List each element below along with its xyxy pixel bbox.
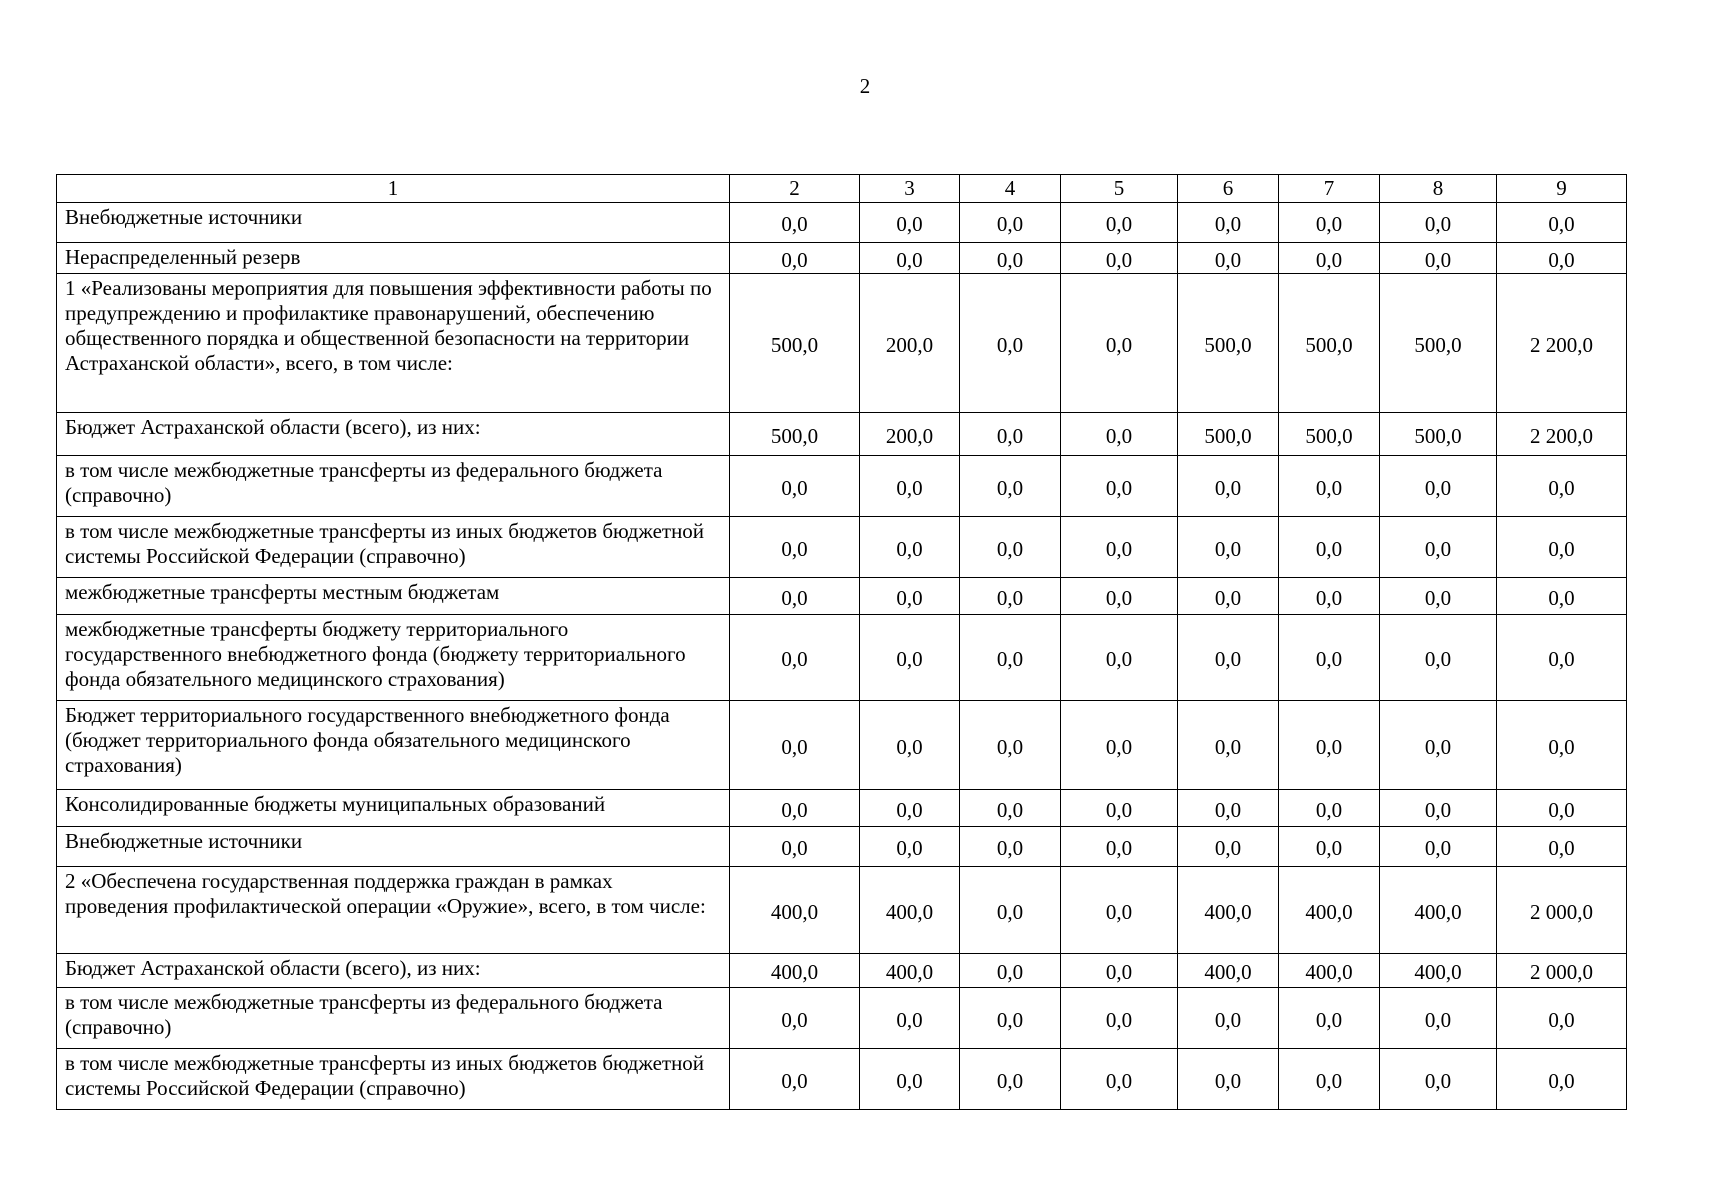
table-cell: 0,0: [1061, 1049, 1178, 1110]
column-header: 8: [1380, 175, 1497, 203]
table-cell: 400,0: [1380, 954, 1497, 988]
table-cell: 0,0: [1279, 1049, 1380, 1110]
table-row: [57, 517, 1627, 578]
column-header: 2: [730, 175, 860, 203]
table-cell: 0,0: [1279, 790, 1380, 827]
table-row: [57, 456, 1627, 517]
row-label: в том числе межбюджетные трансферты из иных бюджетов бюджетной системы Российской Федерации (справочно): [57, 517, 730, 578]
table-row: [57, 578, 1627, 615]
table-cell: 500,0: [1178, 413, 1279, 456]
table-cell: 0,0: [1279, 827, 1380, 867]
table-cell: 0,0: [960, 867, 1061, 954]
budget-table: [56, 174, 1627, 1110]
table-cell: 400,0: [1178, 867, 1279, 954]
table-cell: 400,0: [1380, 867, 1497, 954]
table-cell: 0,0: [1279, 517, 1380, 578]
column-header: 3: [860, 175, 960, 203]
table-cell: 0,0: [1061, 578, 1178, 615]
table-row: [57, 203, 1627, 243]
row-label: 2 «Обеспечена государственная поддержка граждан в рамках проведения профилактической операции «Оружие», всего, в том числе:: [57, 867, 730, 954]
column-header: 4: [960, 175, 1061, 203]
table-header-row: [57, 175, 1627, 203]
table-cell: 0,0: [1497, 456, 1627, 517]
table-row: [57, 790, 1627, 827]
table-cell: 0,0: [1061, 615, 1178, 701]
table-cell: 0,0: [960, 790, 1061, 827]
table-cell: 0,0: [1497, 790, 1627, 827]
table-row: [57, 988, 1627, 1049]
table-cell: 0,0: [1178, 517, 1279, 578]
column-header: 9: [1497, 175, 1627, 203]
table-cell: 0,0: [960, 203, 1061, 243]
table-cell: 2 000,0: [1497, 867, 1627, 954]
table-cell: 0,0: [1178, 790, 1279, 827]
table-cell: 500,0: [730, 413, 860, 456]
table-cell: 0,0: [1178, 456, 1279, 517]
table-cell: 0,0: [1061, 456, 1178, 517]
table-row: [57, 413, 1627, 456]
table-cell: 0,0: [1380, 988, 1497, 1049]
table-cell: 0,0: [1380, 578, 1497, 615]
table-cell: 0,0: [730, 701, 860, 790]
table-cell: 0,0: [960, 578, 1061, 615]
row-label: межбюджетные трансферты местным бюджетам: [57, 578, 730, 615]
table-cell: 500,0: [1178, 274, 1279, 413]
table-cell: 0,0: [1279, 243, 1380, 274]
table-cell: 500,0: [1380, 413, 1497, 456]
table-cell: 0,0: [730, 578, 860, 615]
table-row: [57, 827, 1627, 867]
table-cell: 200,0: [860, 274, 960, 413]
table-row: [57, 1049, 1627, 1110]
table-cell: 0,0: [1178, 1049, 1279, 1110]
table-row: [57, 701, 1627, 790]
table-cell: 0,0: [1178, 203, 1279, 243]
table-cell: 0,0: [730, 243, 860, 274]
table-cell: 0,0: [1061, 790, 1178, 827]
row-label: Нераспределенный резерв: [57, 243, 730, 274]
table-cell: 0,0: [730, 203, 860, 243]
table-cell: 0,0: [860, 615, 960, 701]
table-cell: 200,0: [860, 413, 960, 456]
table-cell: 0,0: [730, 988, 860, 1049]
table-cell: 0,0: [960, 988, 1061, 1049]
table-cell: 0,0: [1380, 790, 1497, 827]
table-cell: 0,0: [860, 827, 960, 867]
table-cell: 0,0: [1497, 243, 1627, 274]
table-cell: 0,0: [1497, 517, 1627, 578]
table-cell: 400,0: [730, 867, 860, 954]
row-label: Внебюджетные источники: [57, 827, 730, 867]
table-cell: 400,0: [860, 954, 960, 988]
table-cell: 0,0: [860, 203, 960, 243]
table-cell: 0,0: [960, 413, 1061, 456]
table-cell: 0,0: [960, 615, 1061, 701]
table-cell: 0,0: [1497, 615, 1627, 701]
table-cell: 0,0: [1497, 578, 1627, 615]
table-cell: 2 200,0: [1497, 274, 1627, 413]
table-row: [57, 867, 1627, 954]
table-cell: 0,0: [960, 1049, 1061, 1110]
table-cell: 500,0: [730, 274, 860, 413]
table-cell: 0,0: [1497, 1049, 1627, 1110]
table-cell: 0,0: [1380, 701, 1497, 790]
table-cell: 0,0: [1061, 988, 1178, 1049]
table-cell: 0,0: [730, 827, 860, 867]
table-cell: 0,0: [730, 615, 860, 701]
table-cell: 0,0: [1380, 203, 1497, 243]
column-header: 7: [1279, 175, 1380, 203]
table-cell: 0,0: [1279, 203, 1380, 243]
table-cell: 400,0: [1279, 954, 1380, 988]
table-cell: 0,0: [860, 517, 960, 578]
table-cell: 0,0: [860, 701, 960, 790]
table-cell: 0,0: [1061, 203, 1178, 243]
row-label: в том числе межбюджетные трансферты из федерального бюджета (справочно): [57, 456, 730, 517]
table-cell: 0,0: [1380, 517, 1497, 578]
table-cell: 0,0: [1178, 578, 1279, 615]
table-cell: 0,0: [1497, 701, 1627, 790]
table-cell: 0,0: [860, 243, 960, 274]
table-cell: 0,0: [730, 1049, 860, 1110]
table-cell: 0,0: [960, 827, 1061, 867]
row-label: Внебюджетные источники: [57, 203, 730, 243]
page-number: 2: [859, 74, 871, 98]
table-cell: 0,0: [860, 578, 960, 615]
column-header: 1: [57, 175, 730, 203]
table-cell: 0,0: [1380, 243, 1497, 274]
table-cell: 400,0: [1178, 954, 1279, 988]
table-cell: 500,0: [1279, 274, 1380, 413]
table-cell: 0,0: [1497, 827, 1627, 867]
row-label: Бюджет Астраханской области (всего), из них:: [57, 954, 730, 988]
table-cell: 0,0: [860, 456, 960, 517]
column-header: 5: [1061, 175, 1178, 203]
table-cell: 0,0: [1061, 243, 1178, 274]
table-row: [57, 615, 1627, 701]
table-cell: 2 000,0: [1497, 954, 1627, 988]
table-cell: 0,0: [960, 243, 1061, 274]
row-label: в том числе межбюджетные трансферты из иных бюджетов бюджетной системы Российской Федерации (справочно): [57, 1049, 730, 1110]
table-cell: 0,0: [1178, 243, 1279, 274]
row-label: в том числе межбюджетные трансферты из федерального бюджета (справочно): [57, 988, 730, 1049]
table-cell: 0,0: [1279, 615, 1380, 701]
row-label: Консолидированные бюджеты муниципальных образований: [57, 790, 730, 827]
table-row: [57, 243, 1627, 274]
table-cell: 0,0: [730, 456, 860, 517]
table-cell: 0,0: [1497, 203, 1627, 243]
table-cell: 0,0: [1178, 701, 1279, 790]
table-cell: 2 200,0: [1497, 413, 1627, 456]
table-cell: 0,0: [1380, 827, 1497, 867]
table-cell: 0,0: [1279, 456, 1380, 517]
table-cell: 0,0: [960, 701, 1061, 790]
table-cell: 0,0: [960, 456, 1061, 517]
table-cell: 0,0: [1061, 274, 1178, 413]
row-label: Бюджет территориального государственного внебюджетного фонда (бюджет территориального фонда обязательного медицинского страхования): [57, 701, 730, 790]
table-cell: 0,0: [1178, 615, 1279, 701]
table-row: [57, 954, 1627, 988]
row-label: межбюджетные трансферты бюджету территориального государственного внебюджетного фонда (бюджету территориального фонда обязательного медицинского страхования): [57, 615, 730, 701]
table-cell: 0,0: [860, 790, 960, 827]
table-cell: 0,0: [1380, 615, 1497, 701]
table-row: [57, 274, 1627, 413]
table-cell: 0,0: [860, 988, 960, 1049]
table-cell: 0,0: [1497, 988, 1627, 1049]
table-cell: 0,0: [1279, 701, 1380, 790]
table-cell: 0,0: [730, 790, 860, 827]
table-cell: 0,0: [860, 1049, 960, 1110]
table-cell: 0,0: [960, 274, 1061, 413]
table-cell: 0,0: [1178, 827, 1279, 867]
table-cell: 400,0: [1279, 867, 1380, 954]
table-cell: 500,0: [1380, 274, 1497, 413]
table-cell: 0,0: [1380, 456, 1497, 517]
column-header: 6: [1178, 175, 1279, 203]
table-cell: 0,0: [1061, 517, 1178, 578]
table-cell: 0,0: [1061, 827, 1178, 867]
table-cell: 0,0: [1061, 701, 1178, 790]
table-cell: 400,0: [730, 954, 860, 988]
table-cell: 0,0: [1279, 578, 1380, 615]
table-cell: 0,0: [960, 517, 1061, 578]
table-cell: 0,0: [1061, 413, 1178, 456]
row-label: Бюджет Астраханской области (всего), из них:: [57, 413, 730, 456]
table-cell: 0,0: [1178, 988, 1279, 1049]
row-label: 1 «Реализованы мероприятия для повышения эффективности работы по предупреждению и профилактике правонарушений, обеспечению общественного порядка и общественной безопасности на территории Астраханской области», всего, в том числе:: [57, 274, 730, 413]
table-cell: 500,0: [1279, 413, 1380, 456]
table-cell: 400,0: [860, 867, 960, 954]
table-cell: 0,0: [730, 517, 860, 578]
table-cell: 0,0: [1380, 1049, 1497, 1110]
table-cell: 0,0: [1279, 988, 1380, 1049]
table-cell: 0,0: [1061, 954, 1178, 988]
table-cell: 0,0: [1061, 867, 1178, 954]
table-cell: 0,0: [960, 954, 1061, 988]
